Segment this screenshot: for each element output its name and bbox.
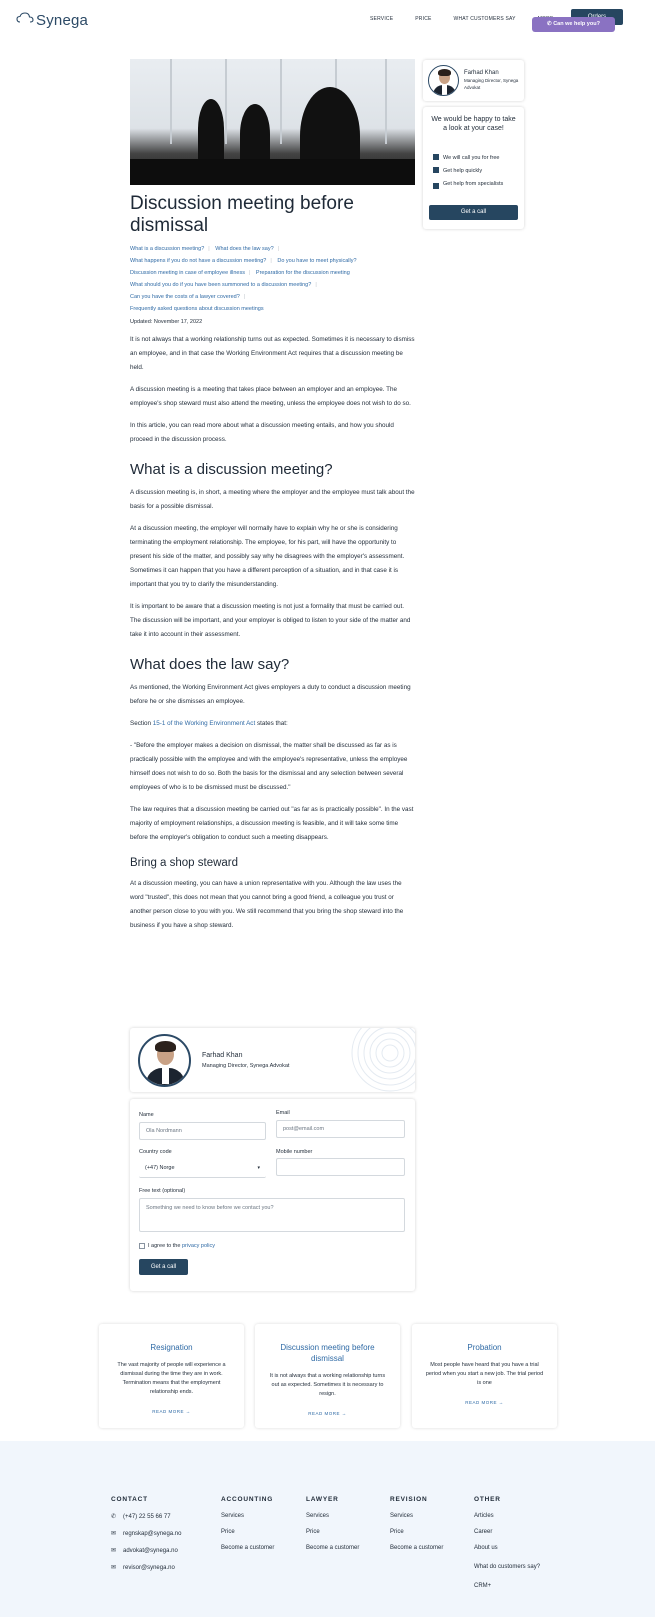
arrow-icon: → [341, 1411, 347, 1416]
paragraph: As mentioned, the Working Environment Act gives employers a duty to conduct a discussion meeting before he or she dismisses an employee. [130, 684, 411, 705]
paragraph: Section 15-1 of the Working Environment Act states that: [130, 720, 288, 727]
footer-email[interactable]: ✉ revisor@synega.no [111, 1565, 175, 1571]
nav-price[interactable]: PRICE [415, 16, 432, 22]
hero-image [130, 59, 415, 185]
toc-link[interactable]: What should you do if you have been summoned to a discussion meeting? [130, 282, 312, 288]
lightning-icon [433, 167, 439, 173]
submit-get-a-call-button[interactable]: Get a call [139, 1259, 188, 1275]
mail-icon: ✉ [111, 1565, 117, 1571]
privacy-checkbox[interactable] [139, 1243, 145, 1249]
paragraph: A discussion meeting is, in short, a meeting where the employer and the employee must talk about the basis for a possible dismissal. [130, 489, 415, 510]
person-silhouette [240, 104, 270, 164]
help-button[interactable] [532, 17, 615, 32]
callback-form [130, 1099, 415, 1291]
related-text: The vast majority of people will experience a dismissal during the time they are in work. Termination means that the employment relationship ends. [117, 1362, 226, 1395]
related-text: Most people have heard that you have a trial period when you start a new job. The trial period is one [425, 1362, 544, 1386]
phone-icon: ✆ [547, 21, 554, 27]
toc-link[interactable]: Can you have the costs of a lawyer covered? [130, 294, 240, 300]
footer-link[interactable]: Articles [474, 1513, 494, 1519]
footer-email[interactable]: ✉ advokat@synega.no [111, 1548, 178, 1554]
footer-email[interactable]: ✉ regnskap@synega.no [111, 1531, 182, 1537]
related-title[interactable]: Discussion meeting before dismissal [280, 1343, 375, 1363]
toc-link[interactable]: Preparation for the discussion meeting [255, 270, 350, 276]
paragraph: At a discussion meeting, you can have a union representative with you. Although the law uses the word "trusted", this does not mean that you cannot bring a good friend, a colleague you trust or another person close to you with you. We still recommend that you bring the shop steward into the business if you have a shop steward. [130, 880, 404, 929]
article [130, 193, 415, 933]
cta-item: Get help quickly [433, 167, 482, 175]
country-select[interactable]: (+47) Norge ▾ [139, 1160, 266, 1178]
footer-link[interactable]: About us [474, 1545, 498, 1551]
avatar [138, 1034, 191, 1087]
sidebar-author-card [423, 60, 524, 101]
footer-link[interactable]: Career [474, 1529, 493, 1535]
cta-title: We would be happy to take a look at your case! [431, 116, 516, 132]
phone-icon: ✆ [111, 1514, 117, 1520]
toc-link[interactable]: What is a discussion meeting? [130, 246, 205, 252]
author-card [130, 1028, 415, 1092]
subsection-heading: Bring a shop steward [130, 857, 239, 869]
author-name: Farhad Khan [202, 1052, 243, 1059]
table-surface [130, 159, 415, 185]
paragraph: It is not always that a working relationship turns out as expected. Sometimes it is necessary to dismiss an employee, and in that case the Working Environment Act requires that a discussion meeting be held. [130, 336, 415, 371]
chevron-down-icon: ▾ [257, 1165, 260, 1171]
help-button-label: Can we help you? [553, 21, 600, 27]
toc-link[interactable]: Frequently asked questions about discussion meetings [130, 306, 264, 312]
toc-link[interactable]: What happens if you do not have a discussion meeting? [130, 258, 267, 264]
paragraph: It is important to be aware that a discussion meeting is not just a formality that must be carried out. The discussion will be important, and your employer is obliged to listen to your side of the matter and take it into account in their assessment. [130, 603, 411, 638]
footer-link[interactable]: Price [306, 1529, 320, 1535]
country-label: Country code [139, 1149, 172, 1155]
footer-link[interactable]: Become a customer [221, 1545, 275, 1551]
cloud-icon [16, 12, 34, 24]
footer-link[interactable]: Become a customer [390, 1545, 444, 1551]
toc-link[interactable]: Do you have to meet physically? [277, 258, 357, 264]
footer-phone[interactable]: ✆ (+47) 22 55 66 77 [111, 1514, 171, 1520]
site-header [0, 0, 655, 40]
section-heading: What is a discussion meeting? [130, 461, 333, 478]
privacy-label: I agree to the privacy policy [148, 1243, 215, 1249]
related-card[interactable] [255, 1324, 400, 1428]
nav-what-customers-say[interactable]: WHAT CUSTOMERS SAY [453, 16, 516, 22]
free-text-field[interactable]: Something we need to know before we contact you? [139, 1198, 405, 1232]
get-a-call-button[interactable]: Get a call [429, 205, 518, 220]
paragraph: The law requires that a discussion meeting be carried out "as far as is practically possible". In the vast majority of employment relationships, a discussion meeting is feasible, and it will take some time before the employer's obligation to conduct such a meeting disappears. [130, 806, 414, 841]
related-text: It is not always that a working relationship turns out as expected. Sometimes it is necessary to resign. [269, 1373, 386, 1397]
footer-accounting: ACCOUNTING Services Price Become a customer [221, 1496, 275, 1551]
logo[interactable] [16, 6, 88, 29]
footer-lawyer: LAWYER Services Price Become a customer [306, 1496, 360, 1551]
footer-link[interactable]: Become a customer [306, 1545, 360, 1551]
cta-item: Get help from specialists [433, 180, 513, 189]
related-card[interactable] [99, 1324, 244, 1428]
mail-icon: ✉ [111, 1548, 117, 1554]
table-of-contents: What is a discussion meeting? | What does the law say? | What happens if you do not have a discussion meeting? | Do you have to meet physically? Discussion meeting in case of employee illness | Preparation for the discussion meeting What should you do if you have been summoned to a discussion meeting? | Can you have the costs of a lawyer covered? | Frequently asked questions about discussion meetings [130, 246, 357, 312]
footer-contact: CONTACT ✆ (+47) 22 55 66 77 ✉ regnskap@synega.no ✉ advokat@synega.no ✉ revisor@synega.no [111, 1496, 182, 1571]
law-quote: - "Before the employer makes a decision on dismissal, the matter shall be discussed as far as is practically possible with the employee and with the employee's representative, unless the employee himself does not wish to do so. Both the basis for the dismissal and any selection between several employees of who is to be dismissed must be discussed." [130, 742, 408, 791]
arrow-icon: → [185, 1409, 191, 1414]
free-text-label: Free text (optional) [139, 1188, 186, 1194]
read-more-link[interactable]: READ MORE → [465, 1400, 504, 1405]
sidebar-author-name: Farhad Khan [464, 70, 499, 76]
logo-text: Synega [36, 12, 89, 29]
footer-link[interactable]: CRM+ [474, 1583, 492, 1589]
read-more-link[interactable]: READ MORE → [308, 1411, 347, 1416]
footer-link[interactable]: Price [221, 1529, 235, 1535]
email-label: Email [276, 1110, 290, 1116]
avatar [428, 65, 459, 96]
window-frame [170, 59, 172, 144]
footer-bottom-bar [130, 1611, 510, 1614]
paragraph: At a discussion meeting, the employer will normally have to explain why he or she is considering terminating the employment relationship. The employee, for his part, will have the opportunity to present his side of the matter, and possibly say why he disagrees with the employer's assessment. Sometimes it can happen that you have a different perception of a situation, and in that case it is important that you try to clarify the misunderstanding. [130, 525, 405, 588]
toc-link[interactable]: What does the law say? [215, 246, 274, 252]
name-label: Name [139, 1112, 154, 1118]
mail-icon: ✉ [111, 1531, 117, 1537]
specialist-icon [433, 183, 439, 189]
footer-link[interactable]: Price [390, 1529, 404, 1535]
footer-link[interactable]: Services [390, 1513, 414, 1519]
nav-service[interactable]: SERVICE [370, 16, 394, 22]
footer-link[interactable]: What do customers say? [474, 1564, 541, 1570]
related-title[interactable]: Resignation [150, 1343, 193, 1352]
footer-link[interactable]: Services [221, 1513, 245, 1519]
window-frame [225, 59, 227, 144]
related-card[interactable] [412, 1324, 557, 1428]
sidebar-author-role: Managing Director, Synega Advokat [464, 78, 519, 90]
toc-link[interactable]: Discussion meeting in case of employee illness [130, 270, 245, 276]
read-more-link[interactable]: READ MORE → [152, 1409, 191, 1414]
updated-date: Updated: November 17, 2022 [130, 319, 203, 325]
mobile-label: Mobile number [276, 1149, 313, 1155]
window-frame [280, 59, 282, 144]
footer-revision: REVISION Services Price Become a customer [390, 1496, 444, 1551]
mobile-field[interactable] [276, 1158, 405, 1176]
cta-item: We will call you for free [433, 154, 499, 162]
arrow-icon: → [498, 1400, 504, 1405]
window-frame [385, 59, 387, 144]
name-field[interactable]: Ola Nordmann [139, 1122, 266, 1140]
site-footer [0, 1441, 655, 1617]
law-link[interactable]: 15-1 of the Working Environment Act [152, 720, 256, 727]
fingerprint-decoration-icon [335, 1028, 415, 1092]
paragraph: In this article, you can read more about what a discussion meeting entails, and how you should proceed in the discussion process. [130, 422, 394, 443]
person-silhouette [198, 99, 224, 159]
footer-other: OTHER Articles Career About us What do customers say? CRM+ [474, 1496, 544, 1589]
footer-link[interactable]: Services [306, 1513, 330, 1519]
page-title: Discussion meeting before dismissal [130, 193, 354, 236]
phone-icon [433, 154, 439, 160]
sidebar-cta-card [423, 107, 524, 229]
section-heading: What does the law say? [130, 656, 290, 673]
author-role: Managing Director, Synega Advokat [202, 1063, 290, 1069]
privacy-policy-link[interactable]: privacy policy [181, 1243, 215, 1249]
related-title[interactable]: Probation [467, 1343, 502, 1352]
email-field[interactable]: post@email.com [276, 1120, 405, 1138]
paragraph: A discussion meeting is a meeting that takes place between an employer and an employee. The employee's shop steward must also attend the meeting, unless the employee does not wish to do so. [130, 386, 411, 407]
